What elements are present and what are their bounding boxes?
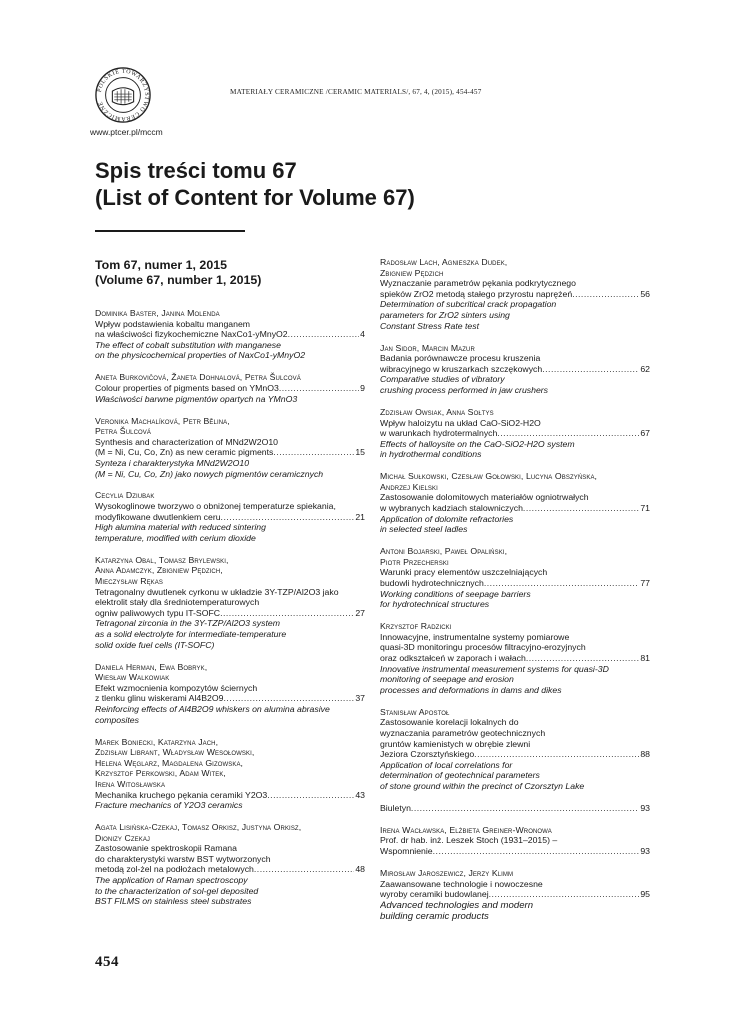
title-divider bbox=[95, 230, 245, 232]
entry-authors: Helena Węglarz, Magdalena Gizowska, bbox=[95, 757, 244, 768]
entry-title-line: Zastosowanie spektroskopii Ramana bbox=[95, 843, 237, 854]
toc-page-number: 93 bbox=[640, 802, 650, 813]
toc-entry bbox=[380, 803, 650, 814]
entry-translated-title: Application of local correlations for bbox=[380, 759, 513, 770]
entry-title-line: Synthesis and characterization of MNd2W2O10 bbox=[95, 436, 279, 447]
svg-text:POLSKIE TOWARZYSTWO CERAMICZNE bbox=[97, 69, 149, 122]
entry-translated-title: Fracture mechanics of Y2O3 ceramics bbox=[95, 800, 243, 811]
entry-translated-title: High alumina material with reduced sintering bbox=[95, 522, 266, 533]
entry-translated-title: The effect of cobalt substitution with manganese bbox=[95, 339, 281, 350]
leader-dots bbox=[254, 864, 354, 875]
entry-title-line: Badania porównawcze procesu kruszenia bbox=[380, 353, 541, 364]
toc-line-text: z tlenku glinu wiskerami Al4B2O9 bbox=[95, 693, 224, 704]
entry-translated-title: BST FILMS on stainless steel substrates bbox=[95, 896, 252, 907]
entry-translated-title: Advanced technologies and modern bbox=[380, 899, 534, 911]
entry-title-line: Zastosowanie dolomitowych materiałów ogniotrwałych bbox=[380, 492, 589, 503]
entry-title-line: Innowacyjne, instrumentalne systemy pomiarowe bbox=[380, 631, 570, 642]
toc-page-number: 27 bbox=[355, 607, 365, 618]
toc-page-number: 9 bbox=[360, 382, 365, 393]
entry-authors: Anna Adamczyk, Zbigniew Pędzich, bbox=[95, 565, 223, 576]
entry-translated-title: Właściwości barwne pigmentów opartych na YMnO3 bbox=[95, 393, 298, 404]
toc-page-number: 95 bbox=[640, 889, 650, 900]
toc-entry bbox=[380, 825, 650, 857]
entry-title-line: Tetragonalny dwutlenek cyrkonu w układzie 3Y-TZP/Al2O3 jako bbox=[95, 586, 339, 597]
toc-line-text: Wspomnienie bbox=[380, 846, 433, 857]
entry-translated-title: processes and deformations in dams and dikes bbox=[380, 684, 562, 695]
entry-translated-title: for hydrotechnical structures bbox=[380, 599, 490, 610]
toc-line bbox=[380, 364, 650, 375]
entry-authors: Agata Lisińska-Czekaj, Tomasz Orkisz, Justyna Orkisz, bbox=[95, 822, 302, 833]
toc-line bbox=[95, 693, 365, 704]
volume-english: (Volume 67, number 1, 2015) bbox=[95, 273, 262, 287]
entry-authors: Dionizy Czekaj bbox=[95, 832, 151, 843]
toc-line bbox=[380, 846, 650, 857]
entry-authors: Krzysztof Perkowski, Adam Witek, bbox=[95, 768, 226, 779]
entry-translated-title: temperature, modified with cerium dioxide bbox=[95, 532, 256, 543]
seal-text: POLSKIE TOWARZYSTWO CERAMICZNE bbox=[96, 68, 150, 122]
entry-translated-title: of stone ground within the precinct of Czorsztyn Lake bbox=[380, 780, 585, 791]
toc-line-text: modyfikowane dwutlenkiem ceru bbox=[95, 511, 221, 522]
toc-page-number: 21 bbox=[355, 511, 365, 522]
toc-line bbox=[95, 608, 365, 619]
entry-translated-title: on the physicochemical properties of NaxCo1-yMnyO2 bbox=[95, 350, 306, 361]
entry-translated-title: determination of geotechnical parameters bbox=[380, 770, 540, 781]
leader-dots bbox=[572, 289, 639, 300]
entry-authors: Stanisław Apostoł bbox=[380, 706, 450, 717]
toc-line bbox=[380, 803, 650, 814]
entry-translated-title: Constant Stress Rate test bbox=[380, 320, 479, 331]
entry-translated-title: crushing process performed in jaw crushers bbox=[380, 384, 549, 395]
toc-line bbox=[380, 578, 650, 589]
journal-running-header: MATERIAŁY CERAMICZNE /CERAMIC MATERIALS/, 67, 4, (2015), 454-457 bbox=[230, 88, 482, 96]
leader-dots bbox=[220, 608, 354, 619]
toc-line-text: Colour properties of pigments based on YMnO3 bbox=[95, 382, 279, 393]
toc-entry bbox=[380, 546, 650, 610]
entry-title-line: Prof. dr hab. inż. Leszek Stoch (1931–2015) – bbox=[380, 835, 558, 846]
toc-line-text: (M = Ni, Cu, Co, Zn) as new ceramic pigments bbox=[95, 447, 274, 458]
entry-translated-title: in hydrothermal conditions bbox=[380, 449, 482, 460]
entry-authors: Dominika Baster, Janina Molenda bbox=[95, 308, 220, 318]
entry-translated-title: monitoring of seepage and erosion bbox=[380, 674, 514, 685]
title-english: (List of Content for Volume 67) bbox=[95, 185, 415, 210]
leader-dots bbox=[288, 329, 360, 340]
leader-dots bbox=[223, 693, 354, 704]
entry-title-line: Wpływ podstawienia kobaltu manganem bbox=[95, 318, 251, 329]
entry-translated-title: The application of Raman spectroscopy bbox=[95, 875, 248, 886]
entry-translated-title: composites bbox=[95, 714, 139, 725]
entry-translated-title: (M = Ni, Cu, Co, Zn) jako nowych pigmentów ceramicznych bbox=[95, 468, 324, 479]
toc-page-number: 88 bbox=[640, 749, 650, 760]
entry-title-line: Wpływ haloizytu na układ CaO-SiO2-H2O bbox=[380, 417, 541, 428]
toc-entry bbox=[380, 343, 650, 396]
leader-dots bbox=[273, 447, 354, 458]
toc-line-text: spieków ZrO2 metodą stałego przyrostu naprężeń bbox=[380, 288, 573, 299]
leader-dots bbox=[411, 803, 639, 814]
toc-page-number: 4 bbox=[360, 329, 365, 340]
entry-title-line: gruntów kamienistych w obrębie zlewni bbox=[380, 738, 531, 749]
toc-line-text: oraz odkształceń w zaporach i wałach bbox=[380, 652, 526, 663]
toc-entry bbox=[95, 555, 365, 650]
leader-dots bbox=[474, 749, 639, 760]
title-polish: Spis treści tomu 67 bbox=[95, 158, 297, 183]
entry-translated-title: parameters for ZrO2 sinters using bbox=[380, 309, 510, 320]
entry-authors: Piotr Przecherski bbox=[380, 556, 449, 567]
toc-line-text: ogniw paliwowych typu IT-SOFC bbox=[95, 607, 221, 618]
entry-title-line: Efekt wzmocnienia kompozytów ściernych bbox=[95, 682, 258, 693]
leader-dots bbox=[267, 790, 354, 801]
entry-translated-title: Effects of halloysite on the CaO-SiO2-H2O system bbox=[380, 438, 575, 449]
leader-dots bbox=[279, 383, 359, 394]
toc-entry bbox=[380, 257, 650, 331]
toc-page-number: 37 bbox=[355, 693, 365, 704]
toc-line bbox=[95, 790, 365, 801]
entry-authors: Krzysztof Radzicki bbox=[380, 621, 452, 632]
society-seal-icon bbox=[94, 66, 152, 124]
entry-translated-title: building ceramic products bbox=[380, 910, 489, 922]
entry-title-line: elektrolit stały dla średniotemperaturowych bbox=[95, 597, 260, 608]
toc-line-text: budowli hydrotechnicznych bbox=[380, 578, 484, 588]
toc-line-text: metodą zol-żel na podłożach metalowych bbox=[95, 864, 254, 875]
toc-entry bbox=[380, 707, 650, 792]
toc-page-number: 77 bbox=[640, 578, 650, 588]
entry-title-line: Zastosowanie korelacji lokalnych do bbox=[380, 717, 519, 728]
entry-translated-title: to the characterization of sol-gel deposited bbox=[95, 885, 259, 896]
entry-authors: Marek Boniecki, Katarzyna Jach, bbox=[95, 736, 219, 747]
toc-line-text: na właściwości fizykochemiczne NaxCo1-yMnyO2 bbox=[95, 329, 288, 340]
entry-translated-title: in selected steel ladles bbox=[380, 524, 468, 535]
entry-translated-title: Tetragonal zirconia in the 3Y-TZP/Al2O3 system bbox=[95, 618, 280, 629]
entry-translated-title: Innovative instrumental measurement systems for quasi-3D bbox=[380, 663, 609, 674]
entry-translated-title: as a solid electrolyte for intermediate-temperature bbox=[95, 629, 287, 639]
toc-line-text: wyroby ceramiki budowlanej bbox=[380, 889, 489, 900]
page-number: 454 bbox=[95, 954, 119, 970]
toc-line bbox=[380, 428, 650, 439]
toc-page-number: 48 bbox=[355, 864, 365, 875]
entry-authors: Petra Šulcová bbox=[95, 426, 151, 437]
leader-dots bbox=[542, 364, 639, 375]
toc-entry bbox=[95, 822, 365, 907]
entry-translated-title: Working conditions of seepage barriers bbox=[380, 588, 531, 599]
entry-authors: Irena Wacławska, Elżbieta Greiner-Wronowa bbox=[380, 824, 552, 835]
entry-authors: Katarzyna Obal, Tomasz Brylewski, bbox=[95, 554, 229, 565]
entry-authors: Andrzej Kielski bbox=[380, 481, 438, 492]
toc-entry bbox=[95, 372, 365, 404]
toc-line-text: Mechanika kruchego pękania ceramiki Y2O3 bbox=[95, 789, 268, 800]
entry-title-line: do charakterystyki warstw BST wytworzonych bbox=[95, 853, 271, 864]
entry-authors: Zbigniew Pędzich bbox=[380, 267, 444, 278]
entry-title-line: Wysokoglinowe tworzywo o obniżonej temperaturze spiekania, bbox=[95, 501, 336, 512]
toc-line-text: w wybranych kadziach stalowniczych bbox=[380, 503, 523, 514]
toc-line-text: Biuletyn bbox=[380, 802, 411, 813]
toc-entry bbox=[380, 621, 650, 695]
entry-authors: Zdzisław Librant, Władysław Wesołowski, bbox=[95, 747, 255, 758]
toc-entry bbox=[95, 490, 365, 543]
toc-line bbox=[380, 749, 650, 760]
toc-page-number: 71 bbox=[640, 503, 650, 514]
toc-entry bbox=[95, 737, 365, 811]
toc-line-text: Jeziora Czorsztyńskiego bbox=[380, 749, 475, 760]
entry-translated-title: Determination of subcritical crack propagation bbox=[380, 299, 557, 310]
entry-translated-title: Application of dolomite refractories bbox=[380, 513, 514, 524]
toc-page-number: 81 bbox=[640, 652, 650, 663]
toc-line bbox=[95, 329, 365, 340]
entry-translated-title: Synteza i charakterystyka MNd2W2O10 bbox=[95, 457, 250, 468]
toc-page-number: 15 bbox=[355, 447, 365, 458]
entry-authors: Zdzisław Owsiak, Anna Sołtys bbox=[380, 406, 494, 417]
toc-line bbox=[95, 864, 365, 875]
toc-line bbox=[380, 653, 650, 664]
toc-entry bbox=[380, 868, 650, 922]
entry-authors: Michał Sułkowski, Czesław Gołowski, Lucyna Obszyńska, bbox=[380, 471, 598, 482]
toc-right-column bbox=[380, 257, 650, 933]
toc-page-number: 56 bbox=[640, 288, 650, 299]
page-title bbox=[95, 157, 415, 211]
toc-line bbox=[95, 512, 365, 523]
toc-entry bbox=[380, 471, 650, 535]
entry-authors: Mieczysław Rękas bbox=[95, 576, 163, 587]
entry-authors: Antoni Bojarski, Paweł Opaliński, bbox=[380, 546, 508, 557]
entry-authors: Radosław Lach, Agnieszka Dudek, bbox=[380, 257, 508, 267]
volume-heading bbox=[95, 258, 261, 288]
toc-entry bbox=[95, 662, 365, 726]
toc-line bbox=[380, 289, 650, 300]
entry-authors: Aneta Burkovičová, Žaneta Dohnalová, Petra Šulcová bbox=[95, 372, 301, 383]
toc-entry bbox=[380, 407, 650, 460]
leader-dots bbox=[221, 512, 355, 523]
toc-page-number: 67 bbox=[640, 428, 650, 439]
toc-page-number: 43 bbox=[355, 789, 365, 800]
entry-title-line: wyznaczania parametrów geotechnicznych bbox=[380, 727, 546, 738]
leader-dots bbox=[526, 653, 639, 664]
leader-dots bbox=[484, 578, 640, 589]
toc-line bbox=[380, 889, 650, 900]
entry-authors: Daniela Herman, Ewa Bobryk, bbox=[95, 661, 208, 672]
entry-authors: Mirosław Jaroszewicz, Jerzy Klimm bbox=[380, 868, 514, 879]
leader-dots bbox=[433, 846, 640, 857]
entry-authors: Veronika Machalíková, Petr Bělina, bbox=[95, 415, 230, 426]
entry-authors: Cecylia Dziubak bbox=[95, 490, 155, 501]
entry-translated-title: Reinforcing effects of Al4B2O9 whiskers on alumina abrasive bbox=[95, 703, 330, 714]
entry-authors: Jan Sidor, Marcin Mazur bbox=[380, 342, 475, 353]
entry-authors: Irena Witosławska bbox=[95, 778, 166, 789]
toc-line-text: wibracyjnego w kruszarkach szczękowych bbox=[380, 363, 543, 374]
volume-polish: Tom 67, numer 1, 2015 bbox=[95, 258, 227, 272]
toc-entry bbox=[95, 416, 365, 480]
entry-title-line: Warunki pracy elementów uszczelniających bbox=[380, 567, 548, 578]
toc-line bbox=[95, 383, 365, 394]
entry-translated-title: solid oxide fuel cells (IT-SOFC) bbox=[95, 639, 215, 650]
leader-dots bbox=[497, 428, 639, 439]
toc-left-column bbox=[95, 308, 365, 918]
toc-entry bbox=[95, 308, 365, 361]
entry-translated-title: Comparative studies of vibratory bbox=[380, 374, 505, 385]
entry-title-line: quasi-3D monitoringu procesów filtracyjno-erozyjnych bbox=[380, 642, 586, 653]
website-url: www.ptcer.pl/mccm bbox=[90, 127, 163, 137]
toc-page-number: 93 bbox=[640, 846, 650, 857]
toc-page-number: 62 bbox=[640, 363, 650, 374]
toc-line bbox=[95, 447, 365, 458]
leader-dots bbox=[489, 889, 640, 900]
entry-title-line: Wyznaczanie parametrów pękania podkrytycznego bbox=[380, 278, 576, 289]
entry-title-line: Zaawansowane technologie i nowoczesne bbox=[380, 878, 543, 889]
toc-line bbox=[380, 503, 650, 514]
entry-authors: Wiesław Walkowiak bbox=[95, 672, 170, 683]
leader-dots bbox=[523, 503, 639, 514]
toc-line-text: w warunkach hydrotermalnych bbox=[380, 428, 498, 439]
